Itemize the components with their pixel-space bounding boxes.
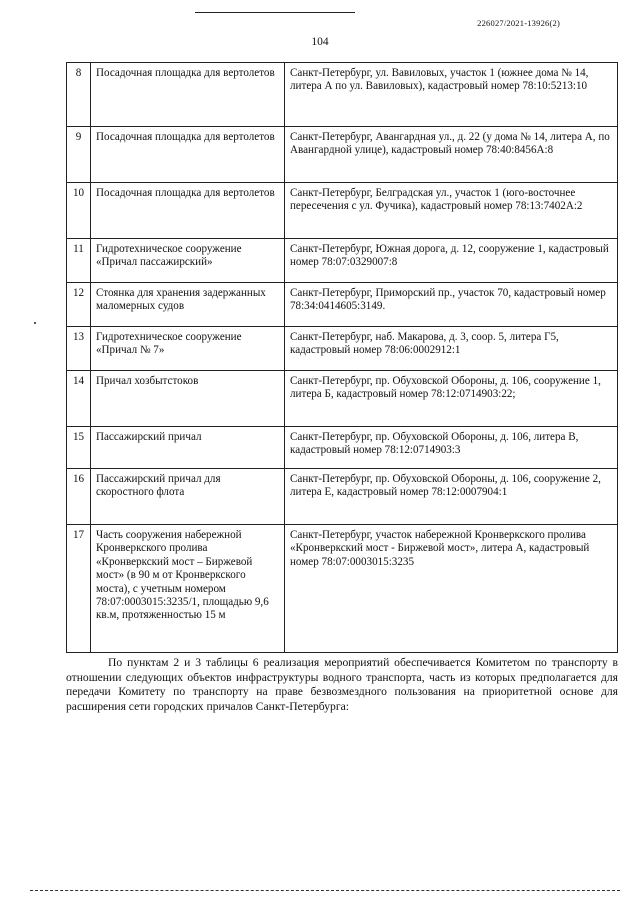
object-address: Санкт-Петербург, участок набережной Кронверкского пролива «Кронверкский мост - Биржевой мост», литера А, кадастровый номер 78:07:0003015:3235 (285, 525, 618, 653)
object-address: Санкт-Петербург, пр. Обуховской Обороны, д. 106, сооружение 1, литера Б, кадастровый номер 78:12:0714903:22; (285, 371, 618, 427)
top-rule (195, 12, 355, 13)
object-name: Причал хозбытстоков (91, 371, 285, 427)
object-name: Посадочная площадка для вертолетов (91, 127, 285, 183)
object-address: Санкт-Петербург, Белградская ул., участок 1 (юго-восточнее пересечения с ул. Фучика), кадастровый номер 78:13:7402А:2 (285, 183, 618, 239)
object-address: Санкт-Петербург, пр. Обуховской Обороны, д. 106, литера В, кадастровый номер 78:12:0714903:3 (285, 427, 618, 469)
object-address: Санкт-Петербург, ул. Вавиловых, участок 1 (южнее дома № 14, литера А по ул. Вавиловых), кадастровый номер 78:10:5213:10 (285, 63, 618, 127)
object-address: Санкт-Петербург, Авангардная ул., д. 22 (у дома № 14, литера А, по Авангардной улице), кадастровый номер 78:40:8456А:8 (285, 127, 618, 183)
table-row (67, 525, 618, 653)
object-name: Посадочная площадка для вертолетов (91, 183, 285, 239)
object-name: Часть сооружения набережной Кронверкского пролива «Кронверкский мост – Биржевой мост» (в 90 м от Кронверкского моста), с учетным номером 78:07:0003015:3235/1, площадью 9,6 кв.м, протяженностью 15 м (91, 525, 285, 653)
row-number: 10 (67, 183, 91, 239)
row-number: 12 (67, 283, 91, 327)
object-address: Санкт-Петербург, пр. Обуховской Обороны, д. 106, сооружение 2, литера Е, кадастровый номер 78:12:0007904:1 (285, 469, 618, 525)
row-number: 17 (67, 525, 91, 653)
object-name: Стоянка для хранения задержанных маломерных судов (91, 283, 285, 327)
table-row (67, 427, 618, 469)
body-paragraph (66, 656, 618, 714)
objects-table (66, 62, 618, 653)
table-row (67, 371, 618, 427)
table-row (67, 63, 618, 127)
document-number: 226027/2021-13926(2) (477, 18, 560, 28)
object-address: Санкт-Петербург, наб. Макарова, д. 3, соор. 5, литера Г5, кадастровый номер 78:06:0002912:1 (285, 327, 618, 371)
row-number: 15 (67, 427, 91, 469)
table-row (67, 327, 618, 371)
scan-speck (34, 322, 36, 324)
footer-rule (30, 890, 620, 891)
table-row (67, 127, 618, 183)
page-number: 104 (311, 36, 329, 48)
object-name: Гидротехническое сооружение «Причал пассажирский» (91, 239, 285, 283)
row-number: 9 (67, 127, 91, 183)
object-address: Санкт-Петербург, Южная дорога, д. 12, сооружение 1, кадастровый номер 78:07:0329007:8 (285, 239, 618, 283)
row-number: 8 (67, 63, 91, 127)
table-row (67, 183, 618, 239)
object-name: Гидротехническое сооружение «Причал № 7» (91, 327, 285, 371)
paragraph-text: По пунктам 2 и 3 таблицы 6 реализация мероприятий обеспечивается Комитетом по транспорту в отношении следующих объектов инфраструктуры водного транспорта, часть из которых предполагается для передачи Комитету по транспорту на праве безвозмездного пользования на приоритетной основе для расширения сети городских причалов Санкт-Петербурга: (66, 656, 618, 713)
row-number: 16 (67, 469, 91, 525)
table-row (67, 239, 618, 283)
row-number: 13 (67, 327, 91, 371)
row-number: 14 (67, 371, 91, 427)
object-name: Пассажирский причал (91, 427, 285, 469)
row-number: 11 (67, 239, 91, 283)
object-name: Пассажирский причал для скоростного флота (91, 469, 285, 525)
object-name: Посадочная площадка для вертолетов (91, 63, 285, 127)
table-row (67, 283, 618, 327)
object-address: Санкт-Петербург, Приморский пр., участок 70, кадастровый номер 78:34:0414605:3149. (285, 283, 618, 327)
table-row (67, 469, 618, 525)
